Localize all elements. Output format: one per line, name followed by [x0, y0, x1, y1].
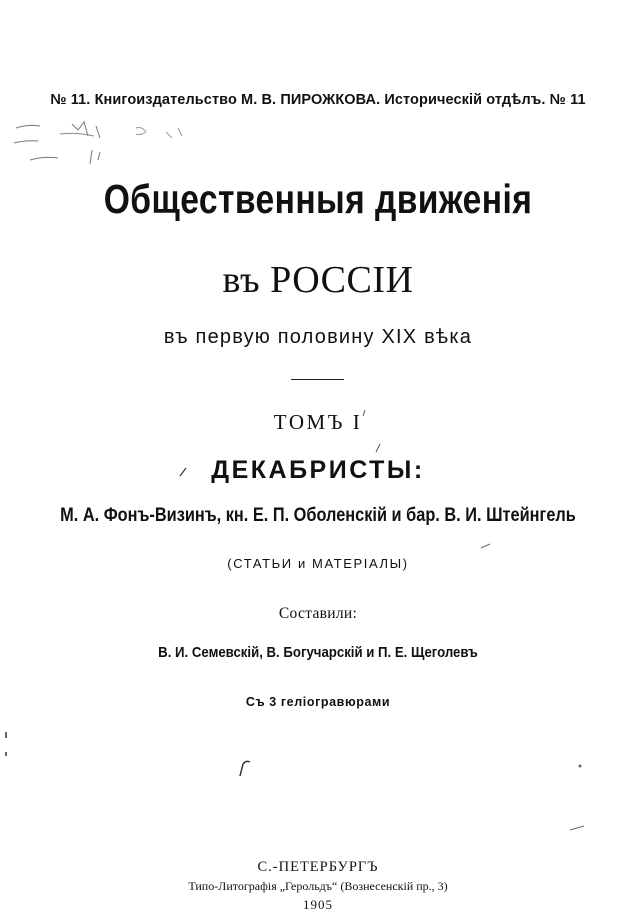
authors-line: М. А. Фонъ-Визинъ, кн. Е. П. Оболенскій и бар. В. И. Штейнгель — [60, 505, 576, 526]
book-title: Общественныя движенія — [103, 176, 533, 222]
section-heading: ДЕКАБРИСТЫ: — [211, 456, 425, 484]
volume-label: ТОМЪ I — [273, 410, 363, 434]
contents-note: (СТАТЬИ и МАТЕРІАЛЫ) — [227, 556, 409, 571]
imprint-city: С.-ПЕТЕРБУРГЪ — [257, 859, 379, 875]
imprint-printer: Типо-Литографія „Герольдъ“ (Вознесенскій пр., 3) — [188, 879, 448, 893]
series-line: № 11. Книгоиздательство М. В. ПИРОЖКОВА. Историческій отдѣлъ. № 11 — [50, 92, 586, 108]
plates-note: Съ 3 геліогравюрами — [245, 695, 391, 709]
subtitle-line-1: въ РОССІИ — [222, 259, 414, 301]
compilers-line: В. И. Семевскій, В. Богучарскій и П. Е. Щеголевъ — [158, 644, 478, 661]
imprint-year: 1905 — [303, 897, 333, 912]
subtitle-line-2: въ первую половину XIX вѣка — [163, 326, 473, 348]
divider-rule — [291, 379, 344, 380]
compiled-by-label: Составили: — [278, 605, 358, 622]
